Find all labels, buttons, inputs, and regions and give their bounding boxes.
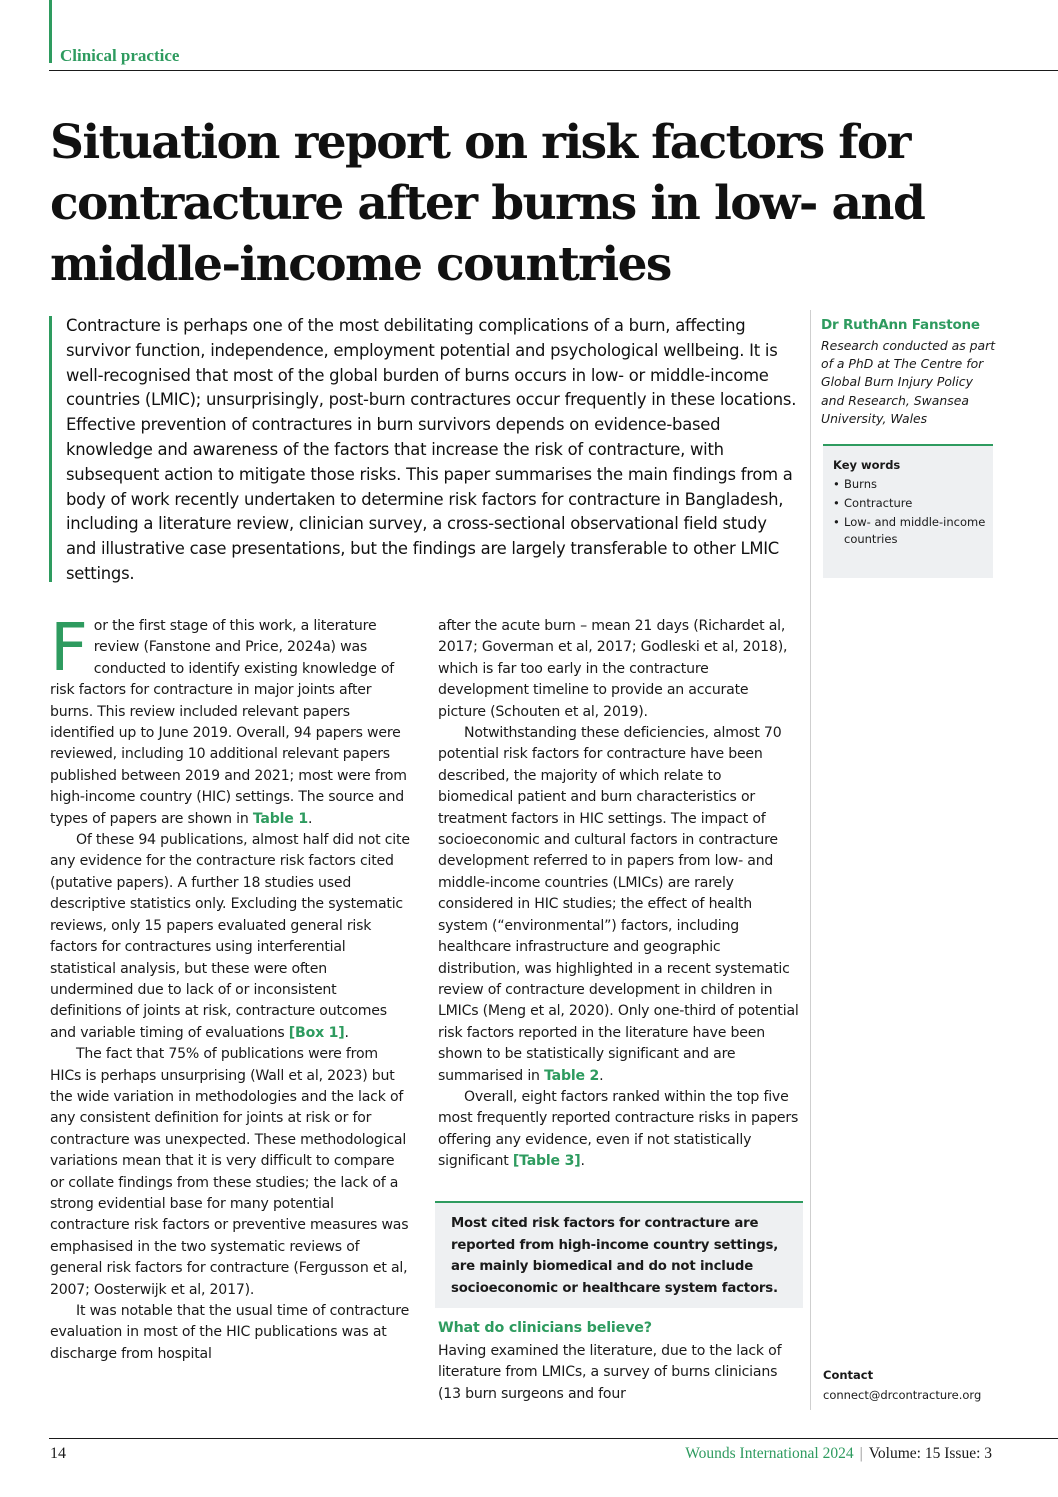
body-column-2-continued <box>438 1341 800 1405</box>
keywords-box <box>823 444 993 578</box>
section-label: Clinical practice <box>60 46 180 65</box>
keyword-item: • Burns <box>833 476 988 493</box>
keyword-item: • Low- and middle-income countries <box>833 514 988 548</box>
body-column-1 <box>50 609 410 1365</box>
footer-citation <box>685 1445 992 1463</box>
paragraph: after the acute burn – mean 21 days (Richardet al, 2017; Goverman et al, 2017; Godleski et al, 2018), which is far too early in the contracture development timeline to provide an accurate picture (Schouten et al, 2019). <box>438 618 788 720</box>
header-divider <box>49 70 1058 71</box>
body-column-2 <box>438 616 800 1173</box>
section-subheading: What do clinicians believe? <box>438 1320 652 1336</box>
footer-divider <box>49 1438 1058 1439</box>
author-name: Dr RuthAnn Fanstone <box>821 317 980 333</box>
paragraph: Of these 94 publications, almost half did not cite any evidence for the contracture risk factors cited (putative papers). A further 18 studies used descriptive statistics only. Excluding the systematic reviews, only 15 papers evaluated general risk factors for contractures using interferential statistical analysis, but these were often undermined due to lack of or inconsistent definitions of joints at risk, contracture outcomes and variable timing of evaluations [Box 1]. <box>50 832 410 1041</box>
keyword-item: • Contracture <box>833 495 988 512</box>
page-number: 14 <box>50 1445 66 1462</box>
contact-email[interactable]: connect@drcontracture.org <box>823 1388 982 1402</box>
footer-separator: | <box>859 1445 863 1462</box>
author-affiliation: Research conducted as part of a PhD at The Centre for Global Burn Injury Policy and Research, Swansea University, Wales <box>821 338 996 426</box>
paragraph: The fact that 75% of publications were from HICs is perhaps unsurprising (Wall et al, 2023) but the wide variation in methodologies and the lack of any consistent definition for joints at risk or for contracture was unexpected. These methodological variations mean that it is very difficult to compare or collate findings from these studies; the lack of a strong evidential base for many potential contracture risk factors or preventive measures was emphasised in the two systematic reviews of general risk factors for contracture (Fergusson et al, 2007; Oosterwijk et al, 2017). <box>50 1046 409 1298</box>
paragraph: It was notable that the usual time of contracture evaluation in most of the HIC publications was at discharge from hospital <box>50 1303 410 1362</box>
keywords-title: Key words <box>833 458 901 472</box>
keywords-list <box>833 476 988 550</box>
box-1-link[interactable]: [Box 1] <box>288 1024 345 1041</box>
pull-quote-box <box>435 1201 803 1308</box>
header-accent-bar <box>49 0 52 63</box>
drop-cap: F <box>50 609 88 686</box>
table-2-link[interactable]: Table 2 <box>544 1067 600 1084</box>
article-title: Situation report on risk factors for contracture after burns in low- and middle-income countries <box>50 115 925 292</box>
paragraph: Overall, eight factors ranked within the top five most frequently reported contracture risks in papers offering any evidence, even if not statistically significant [Table 3]. <box>438 1088 799 1170</box>
table-1-link[interactable]: Table 1 <box>252 810 308 827</box>
paragraph: Notwithstanding these deficiencies, almost 70 potential risk factors for contracture have been described, the majority of which relate to biomedical patient and burn characteristics or treatment factors in HIC settings. The impact of socioeconomic and cultural factors in contracture development referred to in papers from low- and middle-income countries (LMICs) are rarely considered in HIC studies; the effect of health system (“environmental”) factors, including healthcare infrastructure and geographic distribution, was highlighted in a recent systematic review of contracture development in children in LMICs (Meng et al, 2020). Only one-third of potential risk factors reported in the literature have been shown to be statistically significant and are summarised in Table 2. <box>438 725 799 1084</box>
abstract-accent-bar <box>49 316 52 582</box>
table-3-link[interactable]: [Table 3] <box>512 1153 581 1170</box>
contact-label: Contact <box>823 1368 874 1382</box>
paragraph: Having examined the literature, due to the lack of literature from LMICs, a survey of burns clinicians (13 burn surgeons and four <box>438 1343 782 1402</box>
pull-quote: Most cited risk factors for contracture are reported from high-income country settings, are mainly biomedical and do not include socioeconomic or healthcare system factors. <box>451 1216 779 1296</box>
publication-name: Wounds International 2024 <box>685 1445 854 1462</box>
volume-issue: Volume: 15 Issue: 3 <box>868 1445 992 1462</box>
sidebar-divider <box>810 310 811 1410</box>
abstract: Contracture is perhaps one of the most debilitating complications of a burn, affecting survivor function, independence, employment potential and psychological wellbeing. It is well-recognised that most of the global burden of burns occurs in low- or middle-income countries (LMIC); unsurprisingly, post-burn contractures occur frequently in these locations. Effective prevention of contractures in burn survivors depends on evidence-based knowledge and awareness of the factors that increase the risk of contracture, with subsequent action to mitigate those risks. This paper summarises the main findings from a body of work recently undertaken to determine risk factors for contracture in Bangladesh, including a literature review, clinician survey, a cross-sectional observational field study and illustrative case presentations, but the findings are largely transferable to other LMIC settings. <box>66 316 797 583</box>
paragraph: For the first stage of this work, a literature review (Fanstone and Price, 2024a) was conducted to identify existing knowledge of risk factors for contracture in major joints after burns. This review included relevant papers identified up to June 2019. Overall, 94 papers were reviewed, including 10 additional relevant papers published between 2019 and 2021; most were from high-income country (HIC) settings. The source and types of papers are shown in Table 1. <box>50 609 407 827</box>
